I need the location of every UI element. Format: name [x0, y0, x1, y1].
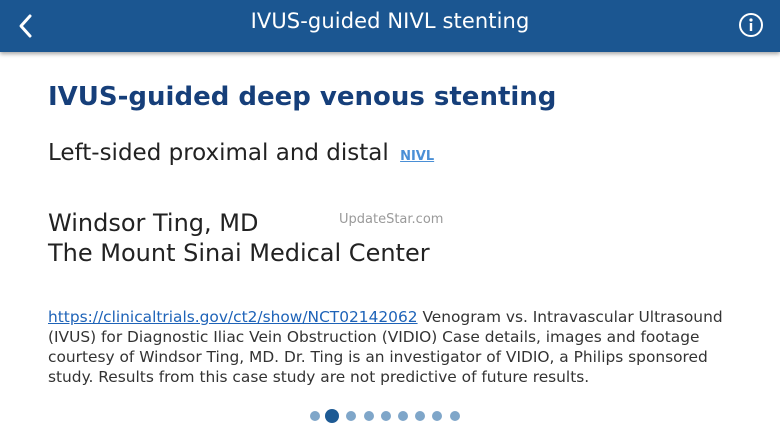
page-dot[interactable]: [381, 411, 391, 421]
top-app-bar: [0, 0, 780, 52]
page-dot[interactable]: [415, 411, 425, 421]
page-title: IVUS-guided NIVL stenting: [250, 9, 530, 33]
nivl-link[interactable]: NIVL: [400, 149, 435, 164]
case-description: [48, 307, 732, 387]
page-dot[interactable]: [364, 411, 374, 421]
page-indicator: [0, 408, 780, 426]
page-dot[interactable]: [310, 411, 320, 421]
info-button[interactable]: [738, 12, 764, 38]
author-organization: The Mount Sinai Medical Center: [48, 239, 430, 267]
page-dot[interactable]: [398, 411, 408, 421]
case-heading: IVUS-guided deep venous stenting: [48, 82, 557, 112]
page-dot[interactable]: [450, 411, 460, 421]
watermark: UpdateStar.com: [339, 212, 444, 227]
case-subtitle: [48, 140, 434, 166]
author-name: Windsor Ting, MD: [48, 209, 259, 237]
info-circle-icon: [738, 12, 764, 38]
page-dot[interactable]: [432, 411, 442, 421]
page-dot-active[interactable]: [325, 409, 339, 423]
description-text: Venogram vs. Intravascular Ultrasound (IVUS) for Diagnostic Iliac Vein Obstruction (VIDIO) Case details, images and footage courtesy of Windsor Ting, MD. Dr. Ting is an investigator of VIDIO, a Philips sponsored study. Results from this case study are not predictive of future results.: [48, 308, 723, 386]
page-dot[interactable]: [346, 411, 356, 421]
subtitle-text: Left-sided proximal and distal: [48, 140, 389, 166]
clinical-trial-link[interactable]: https://clinicaltrials.gov/ct2/show/NCT02142062: [48, 308, 418, 326]
